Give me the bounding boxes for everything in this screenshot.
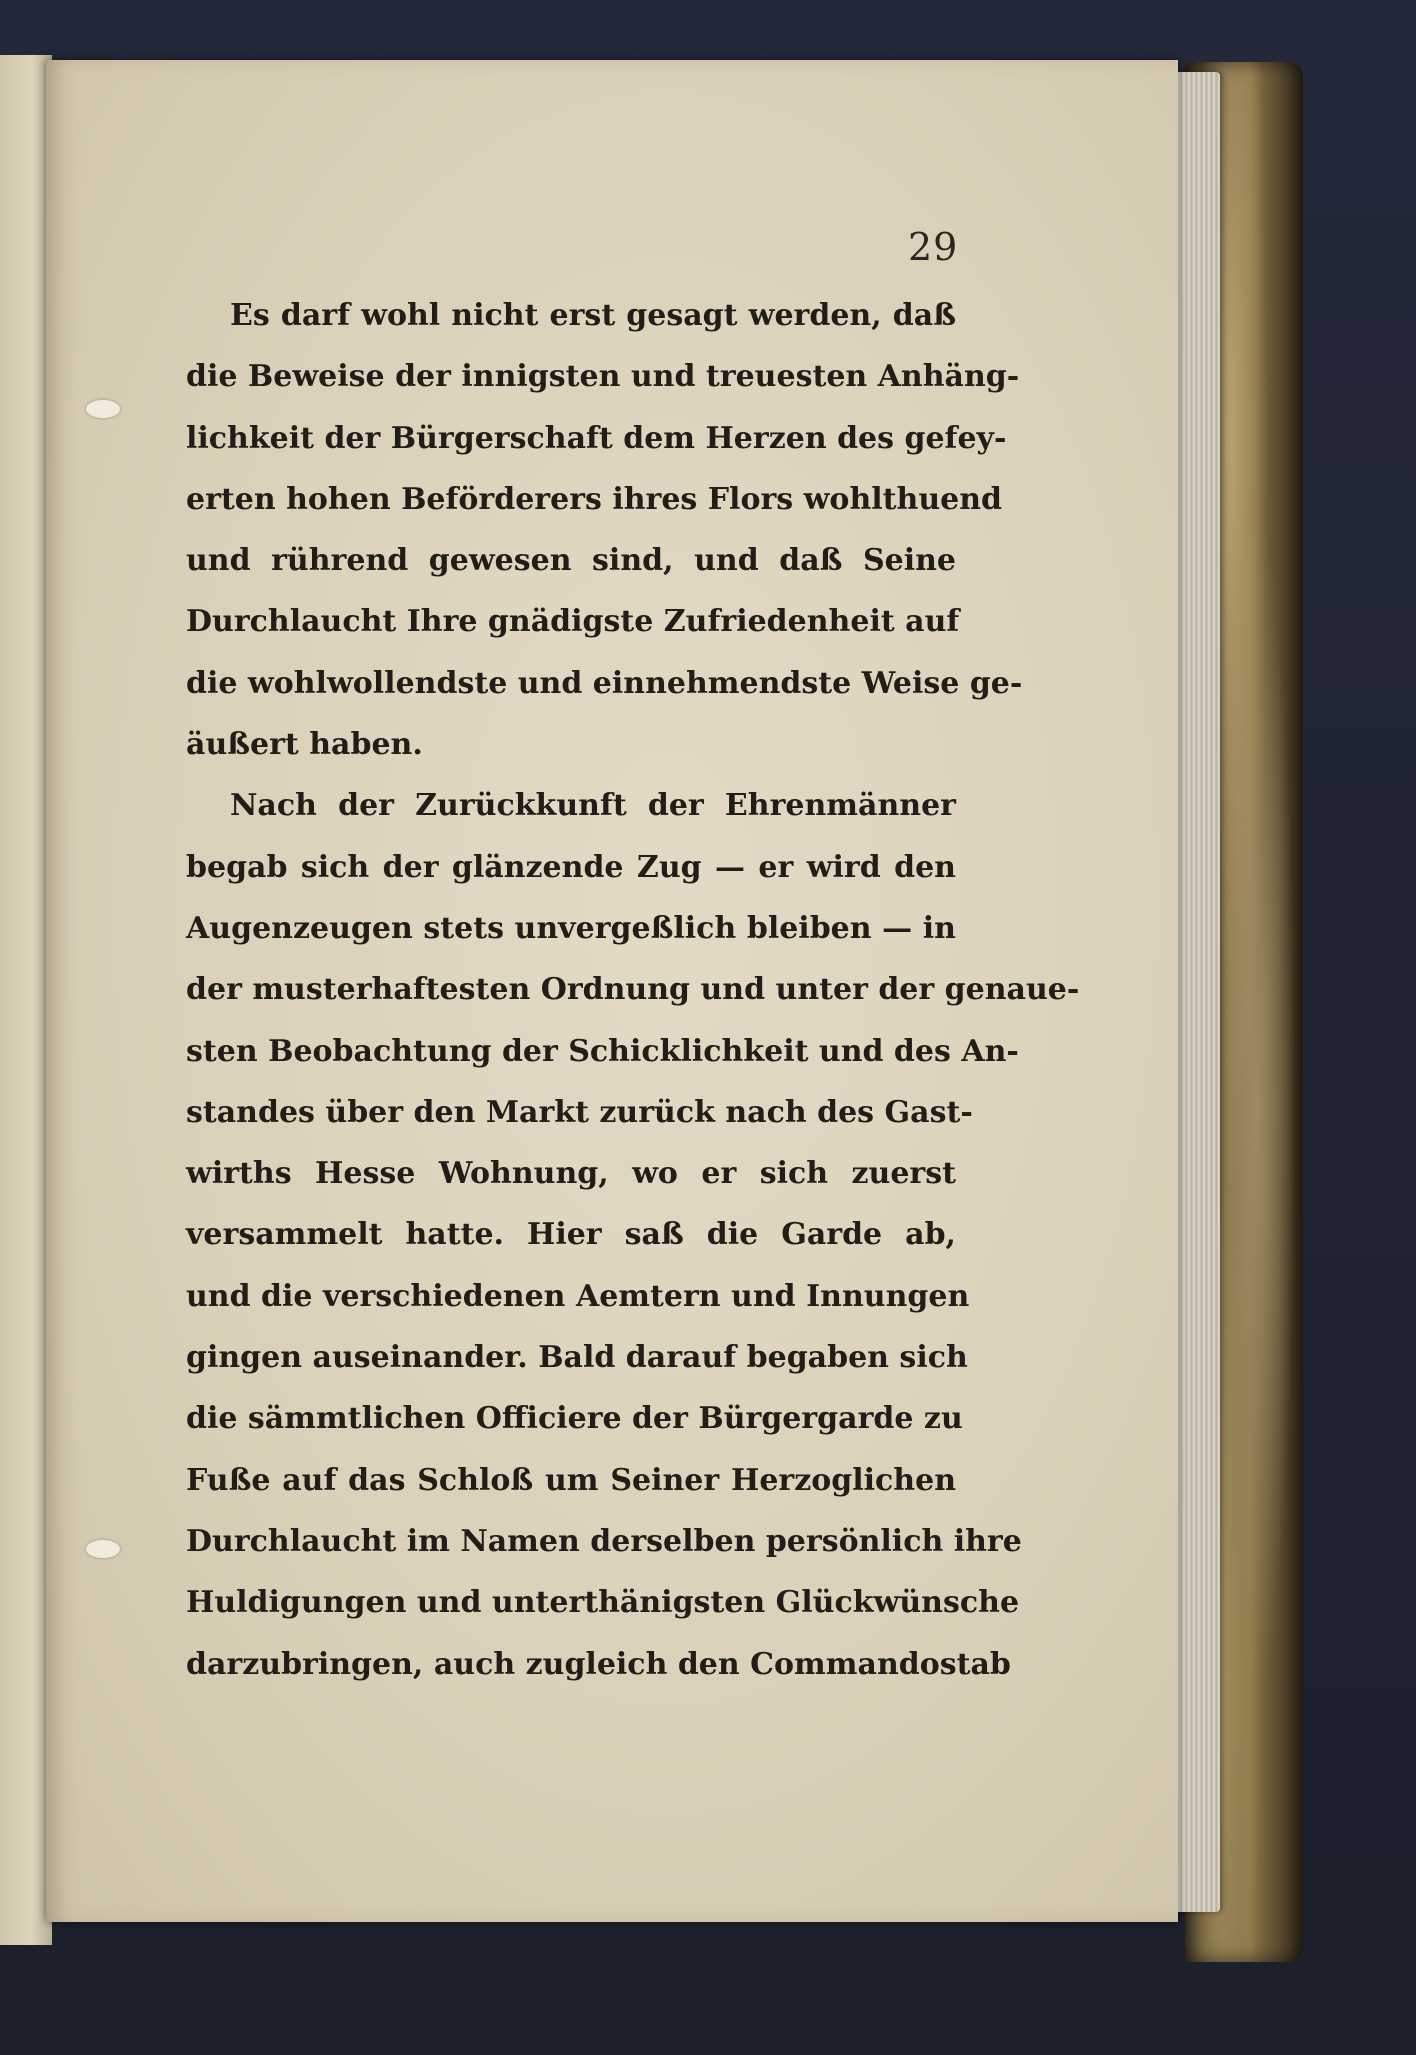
text-line: darzubringen, auch zugleich den Commandostab <box>186 1646 1011 1682</box>
text-line: und die verschiedenen Aemtern und Innungen <box>186 1278 970 1314</box>
text-line: und rührend gewesen sind, und daß Seine <box>186 543 956 579</box>
text-line: Augenzeugen stets unvergeßlich bleiben — in <box>186 910 956 946</box>
text-line: Huldigungen und unterthänigsten Glückwünsche <box>186 1585 1020 1621</box>
text-line: erten hohen Beförderers ihres Flors wohlthuend <box>186 481 1003 517</box>
text-line: äußert haben. <box>186 727 423 763</box>
text-line: Es darf wohl nicht erst gesagt werden, daß <box>230 298 956 333</box>
text-line: die wohlwollendste und einnehmendste Weise ge- <box>186 665 1023 701</box>
text-line: sten Beobachtung der Schicklichkeit und des An- <box>186 1033 1019 1069</box>
text-line: gingen auseinander. Bald darauf begaben sich <box>186 1340 968 1376</box>
text-line: lichkeit der Bürgerschaft dem Herzen des gefey- <box>186 420 1007 456</box>
text-line: Fuße auf das Schloß um Seiner Herzoglichen <box>186 1462 956 1498</box>
text-line: die sämmtlichen Officiere der Bürgergarde zu <box>186 1401 963 1437</box>
text-line: standes über den Markt zurück nach des Gast- <box>186 1094 973 1130</box>
text-line: die Beweise der innigsten und treuesten Anhäng- <box>186 359 1020 395</box>
binding-hole <box>86 400 120 418</box>
text-line: Durchlaucht Ihre gnädigste Zufriedenheit auf <box>186 604 960 640</box>
page-number: 29 <box>908 225 959 269</box>
text-line: begab sich der glänzende Zug — er wird den <box>186 849 956 885</box>
text-line: Nach der Zurückkunft der Ehrenmänner <box>230 788 956 824</box>
text-line: versammelt hatte. Hier saß die Garde ab, <box>186 1217 956 1253</box>
body-text <box>186 285 1080 1695</box>
text-line: Durchlaucht im Namen derselben persönlich ihre <box>186 1523 1022 1559</box>
binding-hole <box>86 1540 120 1558</box>
text-line: der musterhaftesten Ordnung und unter der genaue- <box>186 972 1080 1008</box>
left-page-edge <box>0 55 52 1945</box>
text-line: wirths Hesse Wohnung, wo er sich zuerst <box>186 1156 956 1192</box>
